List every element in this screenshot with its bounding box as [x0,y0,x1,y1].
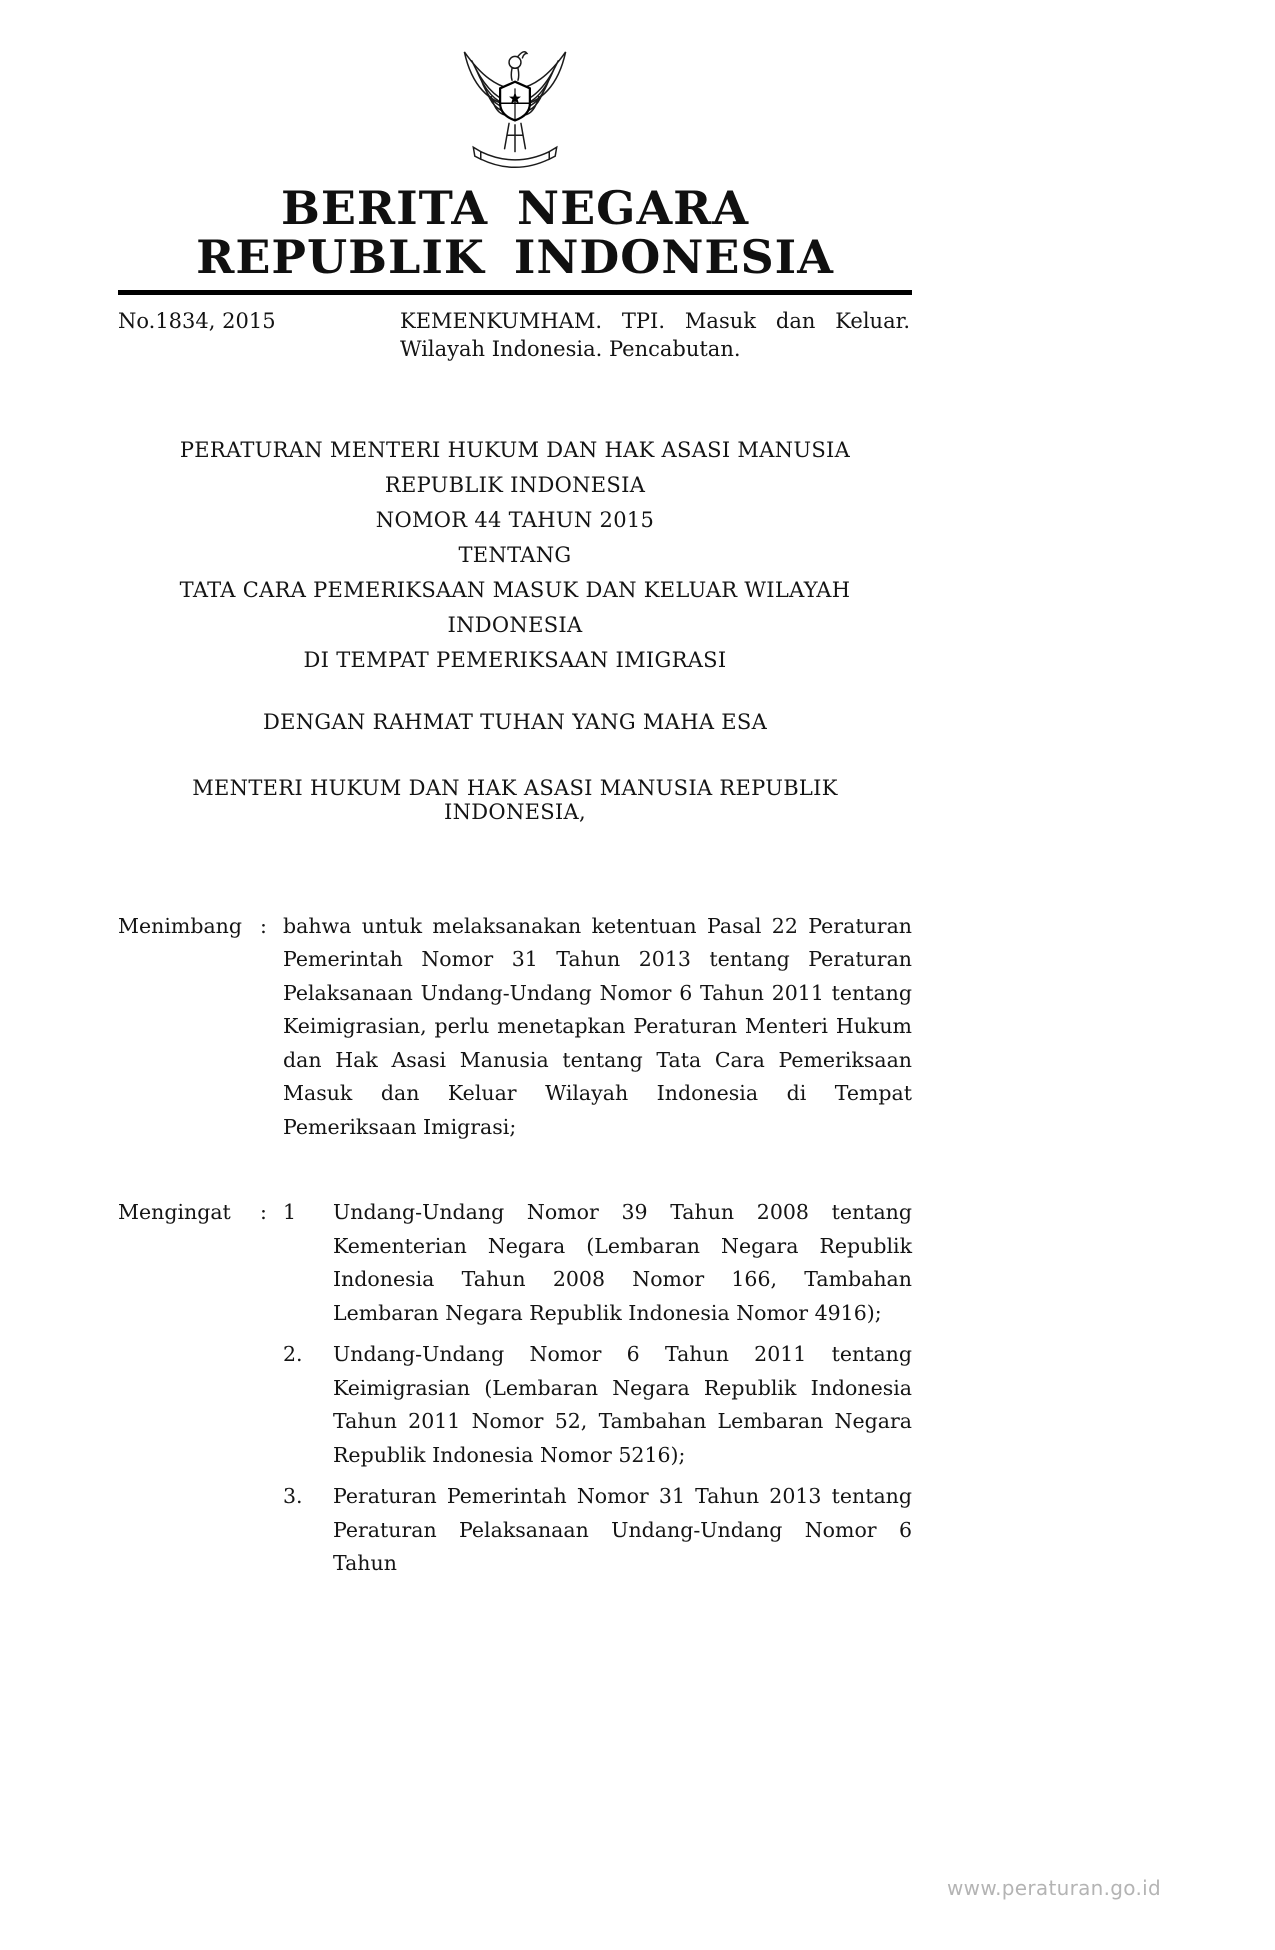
source-watermark: www.peraturan.go.id [947,1876,1161,1900]
list-item [283,1338,912,1472]
invocation-line: DENGAN RAHMAT TUHAN YANG MAHA ESA [262,709,768,734]
mengingat-list [283,1196,912,1581]
list-item-number: 2. [283,1342,303,1366]
menimbang-clause [118,910,912,1145]
mengingat-label: Mengingat [118,1200,231,1224]
garuda-emblem-svg [455,40,575,174]
menimbang-label: Menimbang [118,913,242,938]
menimbang-colon: : [260,913,267,938]
list-item [283,1196,912,1330]
list-item-number: 1 [283,1200,297,1224]
mengingat-clause [118,1196,912,1581]
gazette-header-row [118,307,912,363]
regulation-title-line-4: TENTANG [458,542,572,567]
masthead-title-line1: BERITA NEGARA [280,181,750,235]
list-item-number: 3. [283,1484,303,1508]
page-content [118,0,912,1581]
regulation-title-block [118,433,912,678]
mengingat-colon: : [260,1200,267,1224]
garuda-emblem [118,0,912,174]
gazette-subject: KEMENKUMHAM. TPI. Masuk dan Keluar. Wilayah Indonesia. Pencabutan. [400,308,910,361]
list-item-text: Undang-Undang Nomor 6 Tahun 2011 tentang Keimigrasian (Lembaran Negara Republik Indonesia Tahun 2011 Nomor 52, Tambahan Lembaran Negara Republik Indonesia Nomor 5216); [333,1342,912,1467]
regulation-title-line-3: NOMOR 44 TAHUN 2015 [375,507,655,532]
list-item-text: Peraturan Pemerintah Nomor 31 Tahun 2013 tentang Peraturan Pelaksanaan Undang-Undang Nomor 6 Tahun [333,1484,912,1575]
list-item [283,1480,912,1581]
regulation-title-line-1: PERATURAN MENTERI HUKUM DAN HAK ASASI MANUSIA [179,437,851,462]
masthead-rule [118,290,912,295]
masthead-title-line2: REPUBLIK INDONESIA [196,229,834,284]
regulation-title-line-5: TATA CARA PEMERIKSAAN MASUK DAN KELUAR WILAYAH INDONESIA [179,577,851,637]
menimbang-text: bahwa untuk melaksanakan ketentuan Pasal 22 Peraturan Pemerintah Nomor 31 Tahun 2013 tentang Peraturan Pelaksanaan Undang-Undang Nomor 6 Tahun 2011 tentang Keimigrasian, perlu menetapkan Peraturan Menteri Hukum dan Hak Asasi Manusia tentang Tata Cara Pemeriksaan Masuk dan Keluar Wilayah Indonesia di Tempat Pemeriksaan Imigrasi; [283,913,912,1139]
gazette-number: No.1834, 2015 [118,308,276,333]
list-item-text: Undang-Undang Nomor 39 Tahun 2008 tentang Kementerian Negara (Lembaran Negara Republik Indonesia Tahun 2008 Nomor 166, Tambahan Lembaran Negara Republik Indonesia Nomor 4916); [333,1200,912,1325]
regulation-title-line-6: DI TEMPAT PEMERIKSAAN IMIGRASI [303,647,727,672]
regulation-title-line-2: REPUBLIK INDONESIA [384,472,646,497]
officiant-line: MENTERI HUKUM DAN HAK ASASI MANUSIA REPUBLIK INDONESIA, [192,775,838,824]
